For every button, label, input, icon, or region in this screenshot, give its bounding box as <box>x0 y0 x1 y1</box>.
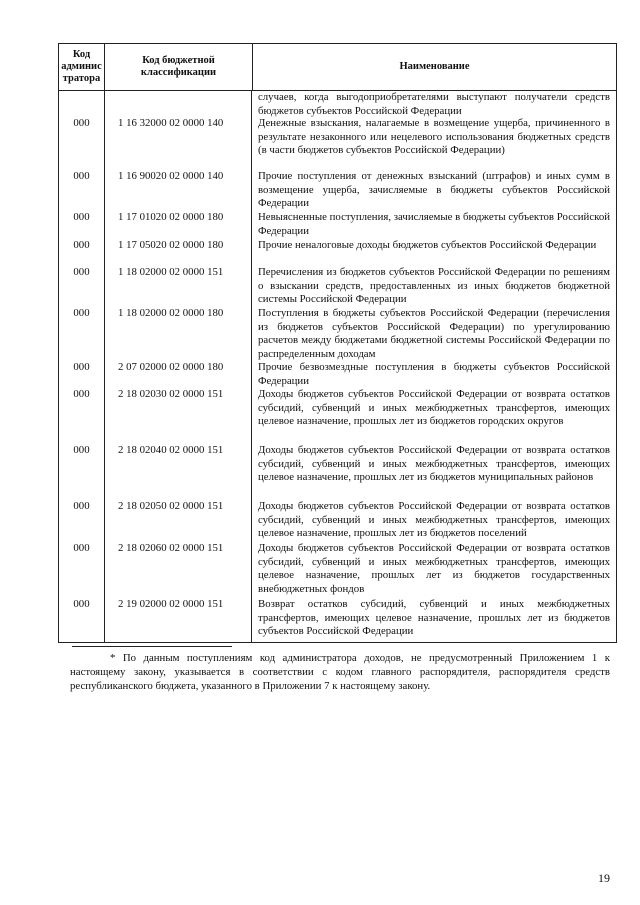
table-row <box>59 598 616 643</box>
table-row <box>59 500 616 542</box>
budget-code-cell: 1 16 32000 02 0000 140 <box>118 117 224 129</box>
name-cell: Доходы бюджетов субъектов Российской Федерации от возврата остатков субсидий, субвенций и иных межбюджетных трансфертов, имеющих целевое назначение, прошлых лет из бюджетов городских округов <box>251 388 614 444</box>
name-cell: Возврат остатков субсидий, субвенций и иных межбюджетных трансфертов, имеющих целевое назначение, прошлых лет из бюджетов субъектов Российской Федерации <box>251 598 614 642</box>
name-cell: Доходы бюджетов субъектов Российской Федерации от возврата остатков субсидий, субвенций и иных межбюджетных трансфертов, имеющих целевое назначение, прошлых лет из бюджетов поселений <box>251 500 614 542</box>
budget-code-cell: 2 07 02000 02 0000 180 <box>118 361 224 373</box>
name-cell: Доходы бюджетов субъектов Российской Федерации от возврата остатков субсидий, субвенций и иных межбюджетных трансфертов, имеющих целевое назначение, прошлых лет из бюджетов муниципальных районов <box>251 444 614 500</box>
budget-code-cell: 2 18 02040 02 0000 151 <box>118 444 224 456</box>
budget-code-cell: 1 18 02000 02 0000 151 <box>118 266 224 278</box>
admin-code-cell: 000 <box>73 598 90 610</box>
table-header <box>59 43 616 91</box>
table-row <box>59 239 616 266</box>
budget-code-cell: 1 16 90020 02 0000 140 <box>118 170 224 182</box>
admin-code-cell: 000 <box>73 239 90 251</box>
admin-code-cell: 000 <box>73 388 90 400</box>
table-row <box>59 361 616 388</box>
admin-code-cell: 000 <box>73 266 90 278</box>
name-cell: Доходы бюджетов субъектов Российской Федерации от возврата остатков субсидий, субвенций и иных межбюджетных трансфертов, имеющих целевое назначение, прошлых лет из бюджетов государственных внебюджетных фондов <box>251 542 614 598</box>
name-cell: Денежные взыскания, налагаемые в возмещение ущерба, причиненного в результате незаконного или нецелевого использования бюджетных средств (в части бюджетов субъектов Российской Федерации) <box>251 117 614 170</box>
name-cell: Невыясненные поступления, зачисляемые в бюджеты субъектов Российской Федерации <box>251 211 614 239</box>
admin-code-cell: 000 <box>73 444 90 456</box>
admin-code-cell: 000 <box>73 211 90 223</box>
header-admin-code: Код админис тратора <box>61 49 102 84</box>
header-budget-code: Код бюджетной классификации <box>104 44 252 90</box>
table-row <box>59 542 616 598</box>
admin-code-cell: 000 <box>73 117 90 129</box>
revenue-codes-table <box>58 43 617 643</box>
name-cell: случаев, когда выгодоприобретателями выступают получатели средств бюджетов субъектов Российской Федерации <box>251 91 614 117</box>
table-row <box>59 266 616 307</box>
budget-code-cell: 1 18 02000 02 0000 180 <box>118 307 224 319</box>
footnote: * По данным поступлениям код администратора доходов, не предусмотренный Приложением 1 к настоящему закону, указывается в соответствии с кодом главного распорядителя, распорядителя средств республиканского бюджета, указанного в Приложении 7 к настоящему закону. <box>70 652 610 692</box>
admin-code-cell: 000 <box>73 170 90 182</box>
admin-code-cell <box>59 91 104 117</box>
name-cell: Прочие поступления от денежных взысканий (штрафов) и иных сумм в возмещение ущерба, зачисляемые в бюджеты субъектов Российской Федерации <box>251 170 614 211</box>
budget-code-cell: 2 18 02060 02 0000 151 <box>118 542 224 554</box>
admin-code-cell: 000 <box>73 307 90 319</box>
name-cell: Прочие неналоговые доходы бюджетов субъектов Российской Федерации <box>251 239 614 266</box>
name-cell: Поступления в бюджеты субъектов Российской Федерации (перечисления из бюджетов субъектов Российской Федерации) по урегулированию расчетов между бюджетами бюджетной системы Российской Федерации по распределенным доходам <box>251 307 614 361</box>
page-number: 19 <box>598 871 610 885</box>
budget-code-cell: 1 17 01020 02 0000 180 <box>118 211 224 223</box>
name-cell: Перечисления из бюджетов субъектов Российской Федерации по решениям о взыскании средств, предоставленных из иных бюджетов бюджетной системы Российской Федерации <box>251 266 614 307</box>
table-row <box>59 388 616 444</box>
admin-code-cell: 000 <box>73 361 90 373</box>
budget-code-cell <box>104 91 251 117</box>
budget-code-cell: 2 18 02050 02 0000 151 <box>118 500 224 512</box>
footnote-divider <box>72 646 232 647</box>
table-body <box>59 91 616 643</box>
budget-code-cell: 2 18 02030 02 0000 151 <box>118 388 224 400</box>
budget-code-cell: 1 17 05020 02 0000 180 <box>118 239 224 251</box>
name-cell: Прочие безвозмездные поступления в бюджеты субъектов Российской Федерации <box>251 361 614 388</box>
table-row <box>59 307 616 361</box>
header-name: Наименование <box>252 44 616 90</box>
budget-code-cell: 2 19 02000 02 0000 151 <box>118 598 224 610</box>
table-row <box>59 444 616 500</box>
table-row <box>59 91 616 117</box>
admin-code-cell: 000 <box>73 542 90 554</box>
table-row <box>59 211 616 239</box>
admin-code-cell: 000 <box>73 500 90 512</box>
table-row <box>59 117 616 170</box>
table-row <box>59 170 616 211</box>
